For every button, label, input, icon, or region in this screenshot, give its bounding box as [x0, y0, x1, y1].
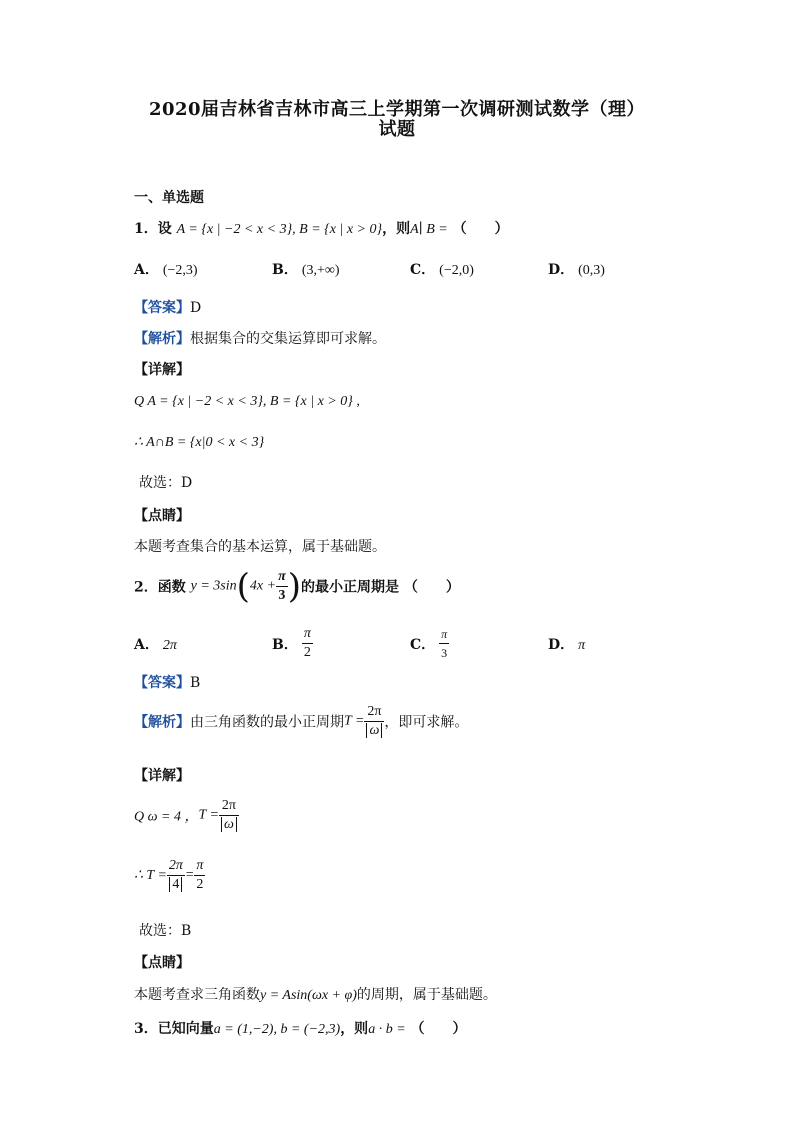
- option-fraction: $\frac{\pi}{3}$: [441, 627, 448, 660]
- question-number: 2．: [134, 579, 158, 596]
- q2-detail-line-1: [134, 797, 239, 834]
- option-label: D．: [548, 637, 575, 653]
- option-value: (−2,0): [439, 263, 474, 278]
- q2-comment-heading: 【点睛】: [134, 955, 190, 971]
- document-title-line-2: 试题: [378, 119, 416, 140]
- function-inner: 4x +: [249, 578, 277, 594]
- q2-detail-heading: 【详解】: [134, 768, 190, 784]
- comment-expression: y = Asin(ωx + φ): [260, 988, 357, 1003]
- question-mid: ，则: [340, 1021, 369, 1037]
- q1-detail-heading: 【详解】: [134, 362, 190, 378]
- answer-value: B: [190, 675, 201, 691]
- right-paren: ): [287, 566, 301, 607]
- question-suffix: 的最小正周期是: [300, 579, 399, 596]
- analysis-text: 根据集合的交集运算即可求解。: [190, 331, 386, 347]
- question-vectors: a = (1,−2), b = (−2,3): [213, 1022, 341, 1037]
- question-expression: a · b =: [368, 1022, 406, 1037]
- q1-detail-line-2: ∴ A∩B = {x|0 < x < 3}: [134, 435, 265, 450]
- question-number: 1．: [134, 221, 158, 237]
- period-fraction: $\frac{2\pi}{\omega}$: [364, 703, 384, 740]
- question-expression: A∣ B =: [410, 222, 448, 237]
- question-3: [134, 1018, 467, 1038]
- period-fraction: $\frac{2\pi}{4}$: [168, 858, 183, 892]
- q2-detail-line-2: [134, 857, 205, 894]
- q2-option-b: [272, 625, 313, 662]
- analysis-tag: 【解析】: [134, 714, 190, 731]
- question-blank: （ ）: [452, 221, 509, 237]
- q1-option-c: [410, 259, 474, 279]
- option-value: 2π: [162, 638, 177, 653]
- question-prefix: 设: [157, 221, 172, 237]
- q2-answer: [134, 672, 200, 692]
- option-label: C．: [410, 262, 436, 278]
- q2-comment: [134, 984, 497, 1004]
- question-number: 3．: [134, 1021, 158, 1037]
- answer-value: D: [190, 300, 202, 316]
- result-fraction: $\frac{\pi}{2}$: [196, 858, 204, 892]
- answer-tag: 【答案】: [134, 300, 190, 316]
- q1-comment: 本题考查集合的基本运算，属于基础题。: [134, 539, 386, 555]
- omega-value: Q ω = 4 ，: [134, 809, 199, 825]
- q1-comment-heading: 【点睛】: [134, 508, 190, 524]
- q2-option-c: [410, 625, 449, 662]
- option-label: B．: [272, 262, 298, 278]
- comment-text: 本题考查求三角函数: [134, 987, 260, 1003]
- option-value: (−2,3): [162, 263, 198, 278]
- q2-option-a: [134, 634, 177, 654]
- q1-answer: [134, 297, 201, 317]
- answer-tag: 【答案】: [134, 675, 190, 691]
- option-label: D．: [548, 262, 575, 278]
- q1-option-a: [134, 259, 198, 279]
- period-symbol: T =: [198, 807, 219, 823]
- q1-choose: 故选：D: [139, 475, 193, 491]
- pi-over-3-fraction: $\frac{\pi}{3}$: [278, 569, 286, 603]
- question-prefix: 已知向量: [157, 1021, 214, 1037]
- question-1: [134, 218, 509, 238]
- option-value: (0,3): [578, 263, 605, 278]
- analysis-tag: 【解析】: [134, 331, 190, 347]
- left-paren: (: [236, 566, 250, 607]
- q2-option-d: [548, 634, 585, 654]
- question-mid: ，则: [382, 221, 411, 237]
- option-fraction: $\frac{\pi}{2}$: [303, 626, 311, 660]
- question-sets: A = {x | −2 < x < 3}, B = {x | x > 0}: [176, 222, 383, 237]
- option-label: A．: [134, 262, 159, 278]
- period-symbol: ∴ T =: [134, 868, 167, 883]
- question-prefix: 函数: [157, 579, 186, 596]
- comment-text-end: 的周期，属于基础题。: [356, 987, 497, 1003]
- option-label: A．: [134, 637, 159, 653]
- period-symbol: T =: [344, 713, 365, 729]
- q2-analysis: [134, 703, 468, 740]
- q1-option-d: [548, 259, 605, 279]
- option-value: π: [578, 638, 586, 653]
- question-2: [134, 568, 460, 605]
- section-heading: 一、单选题: [134, 190, 204, 206]
- question-blank: （ ）: [410, 1021, 467, 1037]
- option-label: C．: [410, 636, 436, 653]
- q2-choose: 故选：B: [139, 923, 192, 939]
- option-value: (3,+∞): [301, 263, 340, 278]
- analysis-text: 由三角函数的最小正周期: [190, 714, 344, 731]
- analysis-text-end: ，即可求解。: [384, 714, 469, 731]
- document-title-line-1: 2020届吉林省吉林市高三上学期第一次调研测试数学（理）: [148, 99, 646, 120]
- q1-option-b: [272, 259, 340, 279]
- period-fraction: $\frac{2\pi}{\omega}$: [219, 797, 239, 834]
- q1-analysis: [134, 328, 386, 348]
- q1-detail-line-1: Q A = {x | −2 < x < 3}, B = {x | x > 0} ,: [134, 394, 360, 409]
- question-blank: （ ）: [403, 579, 460, 596]
- function-left: y = 3sin: [190, 578, 237, 594]
- option-label: B．: [272, 636, 298, 653]
- equals-sign: =: [184, 867, 195, 883]
